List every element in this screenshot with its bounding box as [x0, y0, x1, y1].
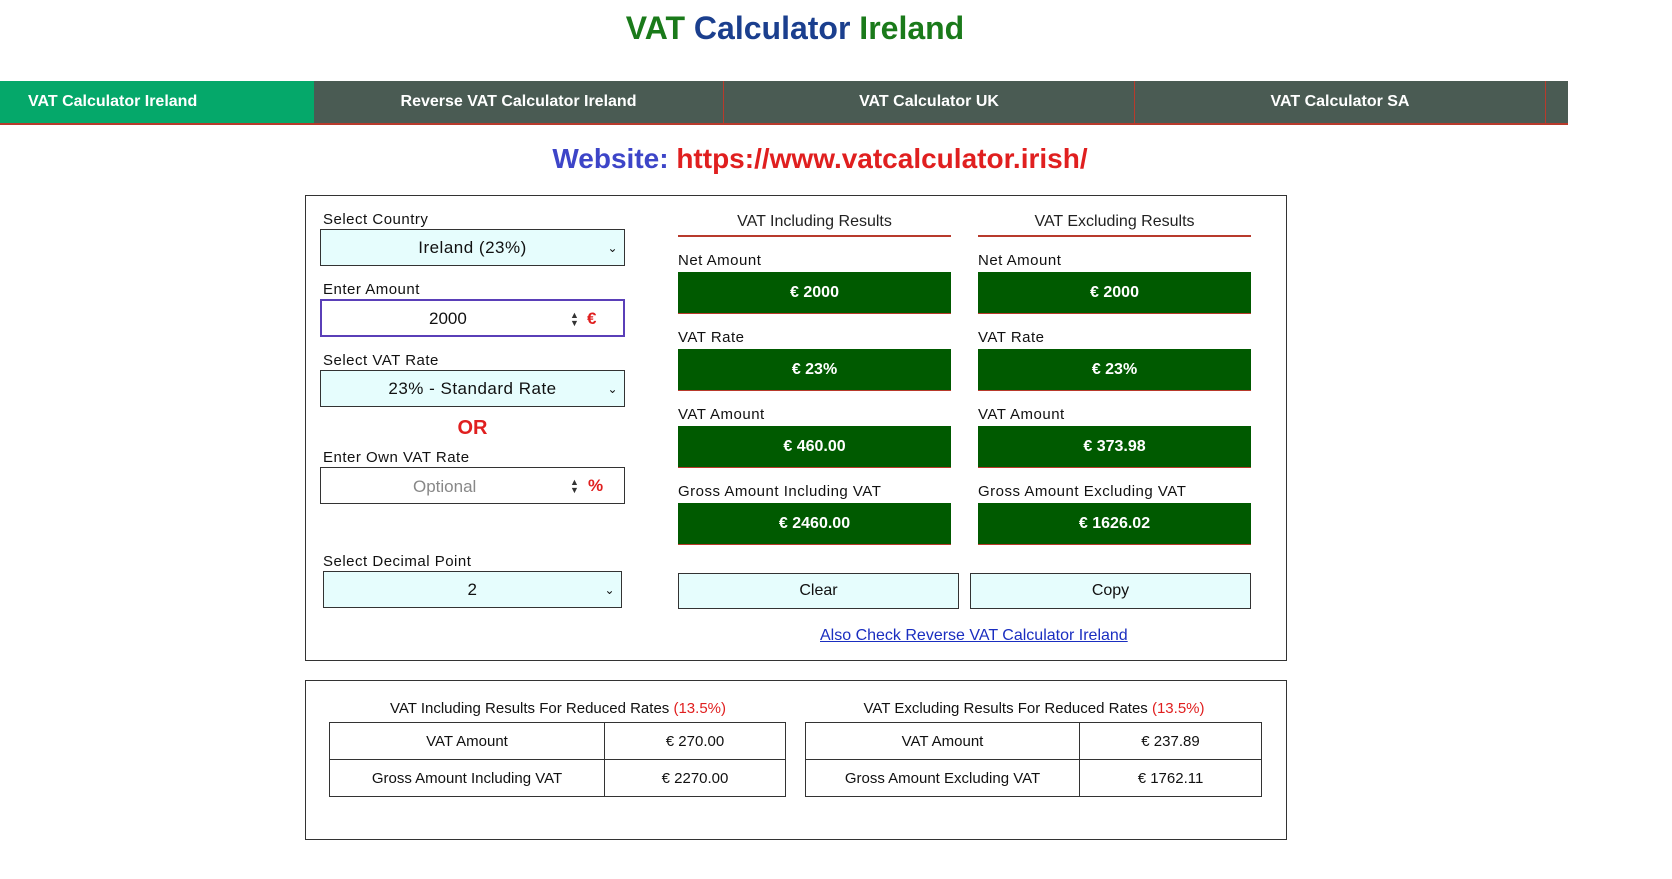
table-cell-label: Gross Amount Including VAT — [330, 760, 605, 797]
excl-net-value: € 2000 — [978, 272, 1251, 314]
reduced-incl-title-text: VAT Including Results For Reduced Rates — [389, 700, 670, 717]
title-vat: VAT — [625, 10, 686, 46]
tab-vat-calculator-sa[interactable]: VAT Calculator SA — [1135, 81, 1546, 123]
incl-gross-label: Gross Amount Including VAT — [678, 483, 882, 500]
tab-vat-calculator-uk[interactable]: VAT Calculator UK — [724, 81, 1135, 123]
reduced-excl-table — [805, 722, 1262, 797]
decimal-select-value: 2 — [467, 579, 478, 599]
incl-gross-value: € 2460.00 — [678, 503, 951, 545]
chevron-down-icon: ⌄ — [607, 381, 618, 396]
copy-button[interactable]: Copy — [970, 573, 1251, 609]
country-select[interactable] — [320, 229, 625, 266]
table-cell-value: € 237.89 — [1080, 723, 1262, 760]
decimal-select[interactable] — [323, 571, 622, 608]
vat-rate-select-value: 23% - Standard Rate — [388, 378, 557, 398]
tab-reverse-vat-calculator-ireland[interactable]: Reverse VAT Calculator Ireland — [314, 81, 724, 123]
table-row — [330, 723, 786, 760]
spinner-icon[interactable]: ▲ ▼ — [570, 310, 579, 328]
amount-input-value: 2000 — [429, 309, 467, 328]
excl-net-label: Net Amount — [978, 252, 1062, 269]
chevron-down-icon: ⌄ — [607, 240, 618, 255]
incl-vat-label: VAT Amount — [678, 406, 765, 423]
excl-vat-value: € 373.98 — [978, 426, 1251, 468]
website-label: Website: — [552, 143, 669, 174]
amount-label: Enter Amount — [323, 281, 420, 298]
website-line — [0, 143, 1640, 175]
spinner-icon[interactable]: ▲ ▼ — [570, 477, 579, 495]
own-rate-label: Enter Own VAT Rate — [323, 449, 470, 466]
excl-gross-value: € 1626.02 — [978, 503, 1251, 545]
main-nav — [0, 81, 1568, 125]
title-ireland: Ireland — [859, 10, 965, 46]
including-heading: VAT Including Results — [678, 213, 951, 237]
or-separator: OR — [457, 417, 488, 439]
reduced-excl-title-text: VAT Excluding Results For Reduced Rates — [863, 700, 1148, 717]
incl-net-label: Net Amount — [678, 252, 762, 269]
reduced-excl-pct: (13.5%) — [1151, 700, 1205, 717]
country-select-value: Ireland (23%) — [418, 237, 527, 257]
clear-button[interactable]: Clear — [678, 573, 959, 609]
excl-gross-label: Gross Amount Excluding VAT — [978, 483, 1187, 500]
incl-rate-value: € 23% — [678, 349, 951, 391]
incl-rate-label: VAT Rate — [678, 329, 745, 346]
reduced-incl-pct: (13.5%) — [673, 700, 726, 717]
table-cell-label: Gross Amount Excluding VAT — [806, 760, 1080, 797]
country-label: Select Country — [323, 211, 429, 228]
chevron-down-icon: ⌄ — [604, 582, 615, 597]
reduced-excl-title — [806, 700, 1262, 717]
page-title — [0, 10, 1590, 47]
reduced-incl-title — [330, 700, 786, 717]
euro-unit: € — [587, 309, 597, 328]
table-cell-value: € 2270.00 — [605, 760, 786, 797]
table-cell-value: € 270.00 — [605, 723, 786, 760]
reverse-vat-link[interactable]: Also Check Reverse VAT Calculator Ireland — [820, 627, 1128, 644]
table-cell-label: VAT Amount — [330, 723, 605, 760]
own-rate-placeholder: Optional — [413, 477, 477, 496]
table-row — [330, 760, 786, 797]
incl-net-value: € 2000 — [678, 272, 951, 314]
table-cell-label: VAT Amount — [806, 723, 1080, 760]
own-rate-input[interactable] — [320, 467, 625, 504]
excluding-heading: VAT Excluding Results — [978, 213, 1251, 237]
table-row — [806, 723, 1262, 760]
incl-vat-value: € 460.00 — [678, 426, 951, 468]
website-url: https://www.vatcalculator.irish/ — [676, 143, 1088, 174]
amount-input[interactable] — [320, 299, 625, 337]
decimal-label: Select Decimal Point — [323, 553, 472, 570]
excl-vat-label: VAT Amount — [978, 406, 1065, 423]
table-row — [806, 760, 1262, 797]
reduced-incl-table — [329, 722, 786, 797]
table-cell-value: € 1762.11 — [1080, 760, 1262, 797]
excl-rate-label: VAT Rate — [978, 329, 1045, 346]
excl-rate-value: € 23% — [978, 349, 1251, 391]
title-calculator: Calculator — [693, 10, 851, 46]
tab-vat-calculator-ireland[interactable]: VAT Calculator Ireland — [0, 81, 314, 123]
vat-rate-label: Select VAT Rate — [323, 352, 439, 369]
vat-rate-select[interactable] — [320, 370, 625, 407]
percent-unit: % — [588, 476, 604, 495]
